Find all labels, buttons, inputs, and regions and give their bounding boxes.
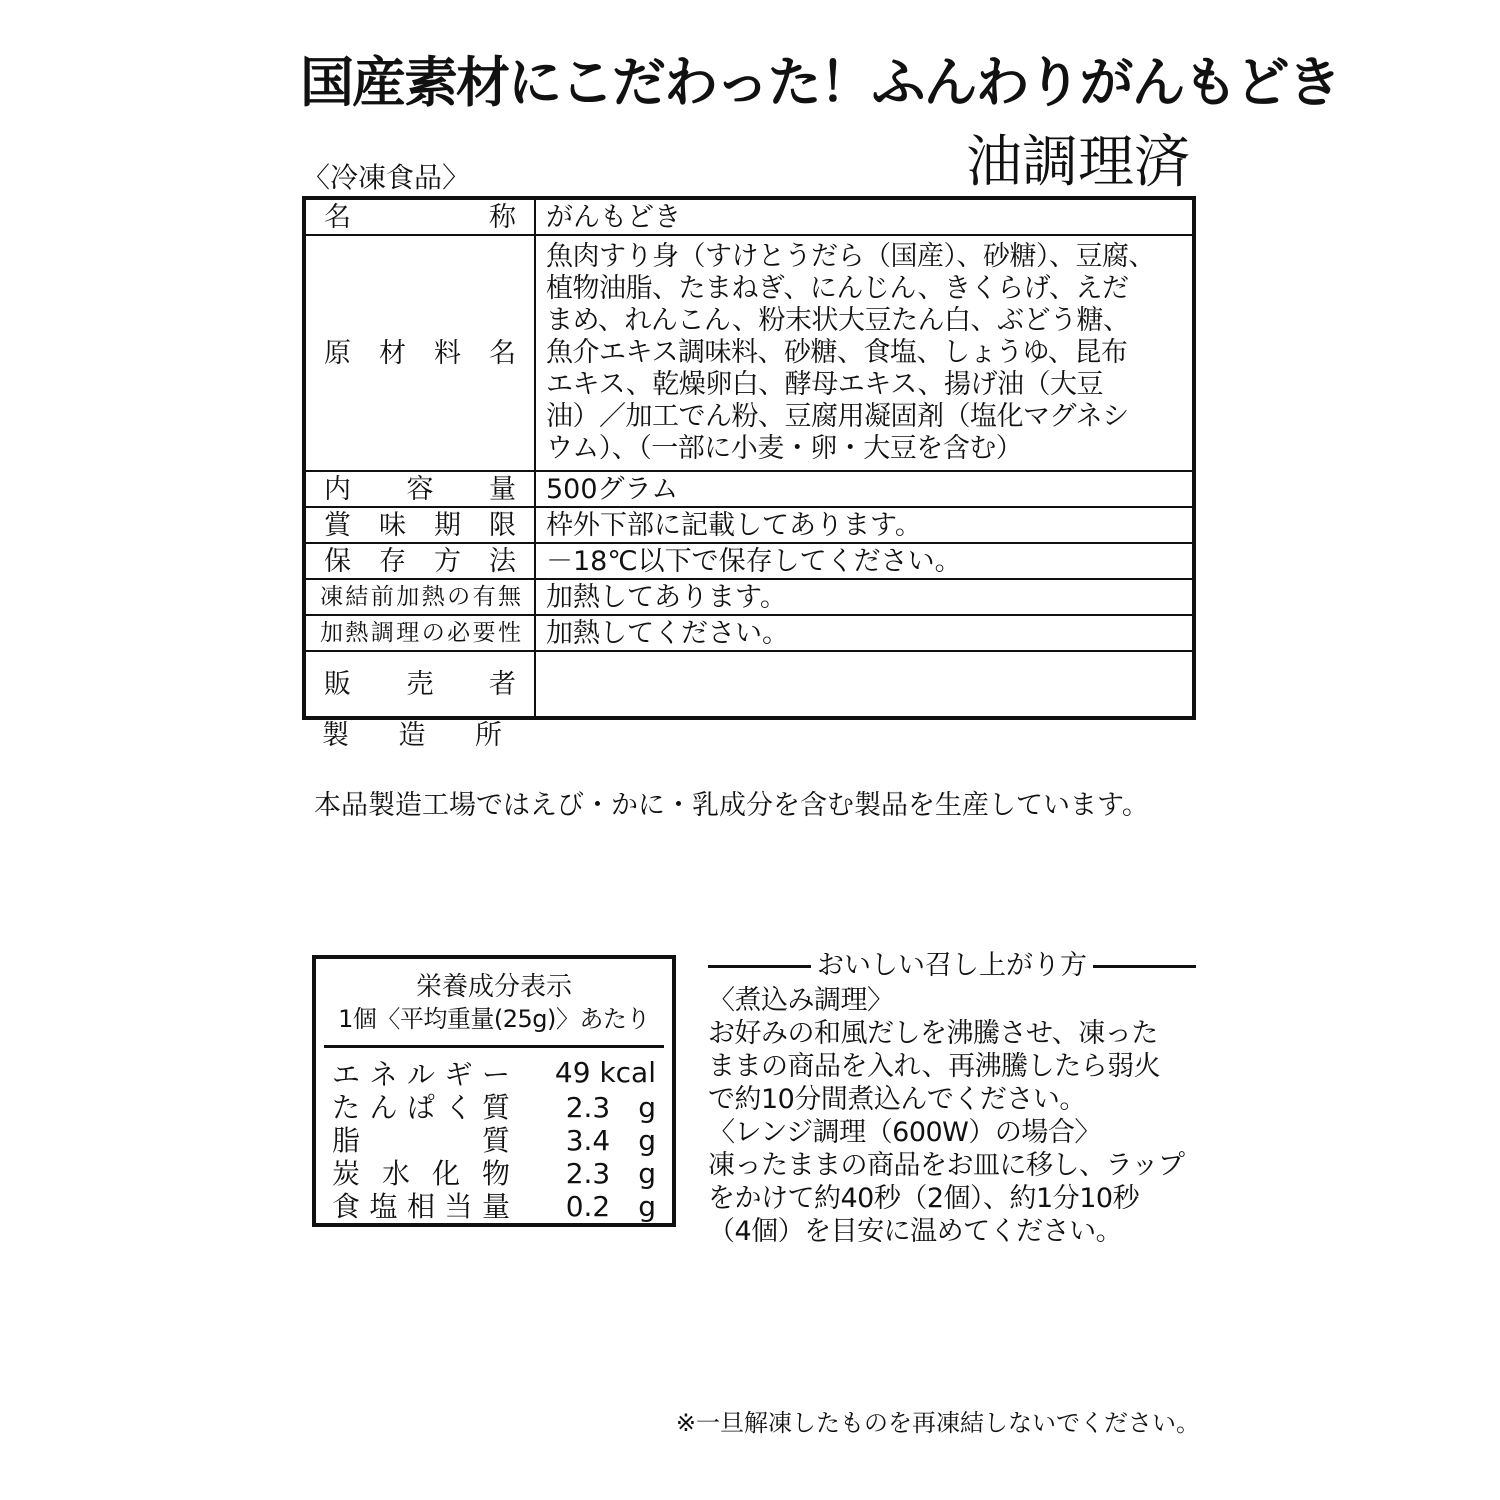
- spec-row-cooking: [304, 615, 1194, 651]
- ingredients-line: まめ、れんこん、粉末状大豆たん白、ぶどう糖、: [546, 305, 1130, 336]
- spec-row-name: [304, 198, 1194, 235]
- spec-row-ingredients: [304, 235, 1194, 471]
- nutrition-label: 食塩相当量: [332, 1189, 510, 1223]
- ingredients-value: [535, 235, 1194, 471]
- spec-label: 内容量: [304, 471, 535, 507]
- heading-rule: [708, 965, 811, 968]
- instructions-line: をかけて約40秒（2個）、約1分10秒: [708, 1183, 1140, 1214]
- spec-value: がんもどき: [535, 198, 1194, 235]
- nutrition-title: 栄養成分表示: [415, 972, 572, 1002]
- product-subtitle: 油調理済: [966, 130, 1190, 195]
- ingredients-line: エキス、乾燥卵白、酵母エキス、揚げ油（大豆: [546, 369, 1104, 400]
- nutrition-label: 炭水化物: [332, 1156, 510, 1190]
- nutrition-basis: 1個〈平均重量(25g)〉あたり: [338, 1005, 650, 1033]
- spec-label: 賞味期限: [304, 507, 535, 543]
- instructions-line: 〈煮込み調理〉: [708, 985, 894, 1016]
- instructions-body: [708, 984, 1196, 1248]
- spec-value: 枠外下部に記載してあります。: [535, 507, 1194, 543]
- heading-rule: [1093, 965, 1196, 968]
- nutrition-label: たんぱく質: [332, 1090, 510, 1124]
- spec-table: [302, 196, 1196, 720]
- instructions-line: 〈レンジ調理（600W）の場合〉: [708, 1117, 1101, 1148]
- spec-row-content: [304, 471, 1194, 507]
- nutrition-row: [316, 1089, 672, 1122]
- category-label: 〈冷凍食品〉: [302, 161, 471, 194]
- nutrition-value: 49 kcal: [554, 1056, 656, 1089]
- spec-row-seller: [304, 651, 1194, 718]
- spec-value: 加熱してあります。: [535, 579, 1194, 615]
- nutrition-divider: [324, 1045, 664, 1048]
- refreeze-warning: ※一旦解凍したものを再凍結しないでください。: [675, 1409, 1200, 1437]
- instructions-line: お好みの和風だしを沸騰させ、凍った: [708, 1018, 1158, 1049]
- spec-row-storage: [304, 543, 1194, 579]
- ingredients-line: 魚肉すり身（すけとうだら（国産）、砂糖）、豆腐、: [546, 241, 1155, 272]
- spec-label: 凍結前加熱の有無: [304, 579, 535, 615]
- spec-label: 販売者: [304, 651, 535, 718]
- spec-row-expiry: [304, 507, 1194, 543]
- product-title: 国産素材にこだわった！ふんわりがんもどき: [300, 51, 1340, 114]
- nutrition-label: 脂質: [332, 1123, 510, 1157]
- nutrition-row: [316, 1188, 672, 1221]
- instructions-line: で約10分間煮込んでください。: [708, 1084, 1086, 1115]
- spec-label: 保存方法: [304, 543, 535, 579]
- nutrition-row: [316, 1056, 672, 1089]
- spec-value: [535, 651, 1194, 718]
- instructions-line: （4個）を目安に温めてください。: [708, 1216, 1123, 1247]
- nutrition-facts-box: [312, 955, 676, 1227]
- cooking-instructions: [708, 948, 1196, 1248]
- factory-allergen-note: 本品製造工場ではえび・かに・乳成分を含む製品を生産しています。: [314, 790, 1149, 821]
- spec-value: 500グラム: [535, 471, 1194, 507]
- nutrition-label: エネルギー: [332, 1057, 510, 1091]
- spec-label: 加熱調理の必要性: [304, 615, 535, 651]
- ingredients-line: ウム）、（一部に小麦・卵・大豆を含む）: [546, 433, 1023, 464]
- nutrition-row: [316, 1155, 672, 1188]
- ingredients-line: 植物油脂、たまねぎ、にんじん、きくらげ、えだ: [546, 273, 1129, 304]
- ingredients-line: 魚介エキス調味料、砂糖、食塩、しょうゆ、昆布: [546, 337, 1128, 368]
- nutrition-value: 2.3 g: [565, 1156, 656, 1190]
- nutrition-value: 3.4 g: [565, 1123, 656, 1157]
- ingredients-line: 油）／加工でん粉、豆腐用凝固剤（塩化マグネシ: [546, 401, 1129, 432]
- instructions-heading-text: おいしい召し上がり方: [817, 950, 1087, 981]
- nutrition-value: 0.2 g: [565, 1189, 656, 1223]
- maker-label: 製造所: [322, 720, 502, 751]
- spec-label: 名称: [304, 198, 535, 235]
- instructions-line: ままの商品を入れ、再沸騰したら弱火: [708, 1051, 1161, 1082]
- instructions-line: 凍ったままの商品をお皿に移し、ラップ: [708, 1150, 1185, 1181]
- spec-value: －18℃以下で保存してください。: [535, 543, 1194, 579]
- nutrition-value: 2.3 g: [565, 1090, 656, 1124]
- spec-label: 原材料名: [304, 235, 535, 471]
- spec-value: 加熱してください。: [535, 615, 1194, 651]
- nutrition-row: [316, 1122, 672, 1155]
- spec-row-preheat: [304, 579, 1194, 615]
- instructions-heading: [708, 948, 1196, 984]
